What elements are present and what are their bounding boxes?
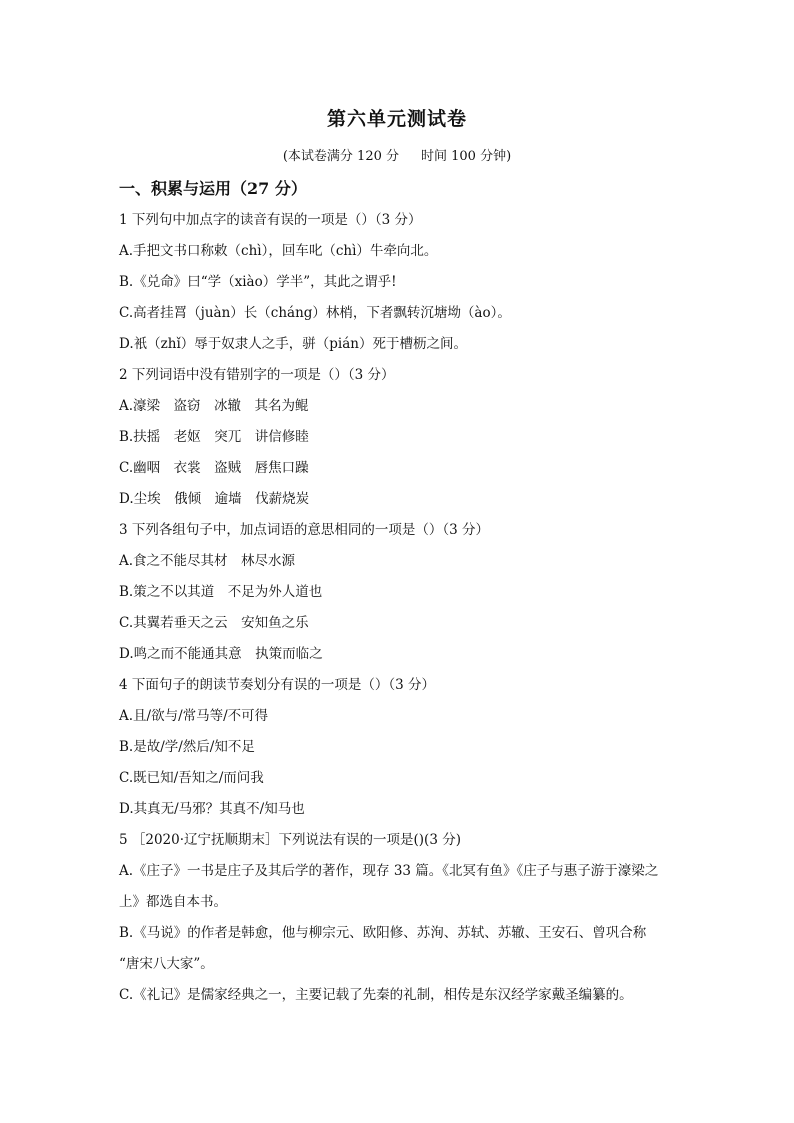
time-info: 时间 100 分钟) bbox=[421, 149, 512, 164]
question-1: 1 下列句中加点字的读音有误的一项是（）（3 分） bbox=[119, 212, 422, 228]
option-4b: B.是故/学/然后/知不足 bbox=[119, 739, 255, 755]
option-1b: B.《兑命》曰“学（xiào）学半”，其此之谓乎! bbox=[119, 274, 397, 290]
option-1d: D.衹（zhǐ）辱于奴隶人之手，骈（pián）死于槽枥之间。 bbox=[119, 336, 467, 352]
option-5b-cont: “唐宋八大家”。 bbox=[119, 956, 214, 972]
option-5a: A.《庄子》一书是庄子及其后学的著作，现存 33 篇。《北冥有鱼》《庄子与惠子游于濠梁之 bbox=[119, 863, 659, 879]
question-4: 4 下面句子的朗读节奏划分有误的一项是（）（3 分） bbox=[119, 677, 436, 693]
option-2a: A.濠梁 盗窃 冰辙 其名为鲲 bbox=[119, 398, 309, 414]
option-2b: B.扶摇 老妪 突兀 讲信修睦 bbox=[119, 429, 309, 445]
option-3b: B.策之不以其道 不足为外人道也 bbox=[119, 584, 323, 600]
option-3c: C.其翼若垂天之云 安知鱼之乐 bbox=[119, 615, 309, 631]
exam-info bbox=[0, 145, 794, 164]
option-4d: D.其真无/马邪？其真不/知马也 bbox=[119, 801, 305, 817]
option-5b: B.《马说》的作者是韩愈，他与柳宗元、欧阳修、苏洵、苏轼、苏辙、王安石、曾巩合称 bbox=[119, 925, 647, 941]
option-4a: A.且/欲与/常马等/不可得 bbox=[119, 708, 269, 724]
option-4c: C.既已知/吾知之/而问我 bbox=[119, 770, 264, 786]
option-3d: D.鸣之而不能通其意 执策而临之 bbox=[119, 646, 323, 662]
section-heading: 一、积累与运用（27 分） bbox=[119, 179, 307, 198]
option-1a: A.手把文书口称敕（chì），回车叱（chì）牛牵向北。 bbox=[119, 243, 438, 259]
page-title: 第六单元测试卷 bbox=[326, 108, 467, 130]
option-2d: D.尘埃 俄倾 逾墙 伐薪烧炭 bbox=[119, 491, 310, 507]
question-5: 5 ［2020·辽宁抚顺期末］下列说法有误的一项是()(3 分) bbox=[119, 832, 461, 848]
option-5c: C.《礼记》是儒家经典之一，主要记载了先秦的礼制，相传是东汉经学家戴圣编纂的。 bbox=[119, 987, 633, 1003]
question-3: 3 下列各组句子中，加点词语的意思相同的一项是（）（3 分） bbox=[119, 522, 490, 538]
score-info: (本试卷满分 120 分 bbox=[282, 149, 399, 164]
option-5a-cont: 上》都选自本书。 bbox=[119, 894, 227, 910]
option-3a: A.食之不能尽其材 林尽水源 bbox=[119, 553, 296, 569]
option-1c: C.高者挂罥（juàn）长（cháng）林梢，下者飘转沉塘坳（ào）。 bbox=[119, 305, 511, 321]
question-2: 2 下列词语中没有错别字的一项是（）（3 分） bbox=[119, 367, 395, 383]
option-2c: C.幽咽 衣裳 盗贼 唇焦口躁 bbox=[119, 460, 309, 476]
